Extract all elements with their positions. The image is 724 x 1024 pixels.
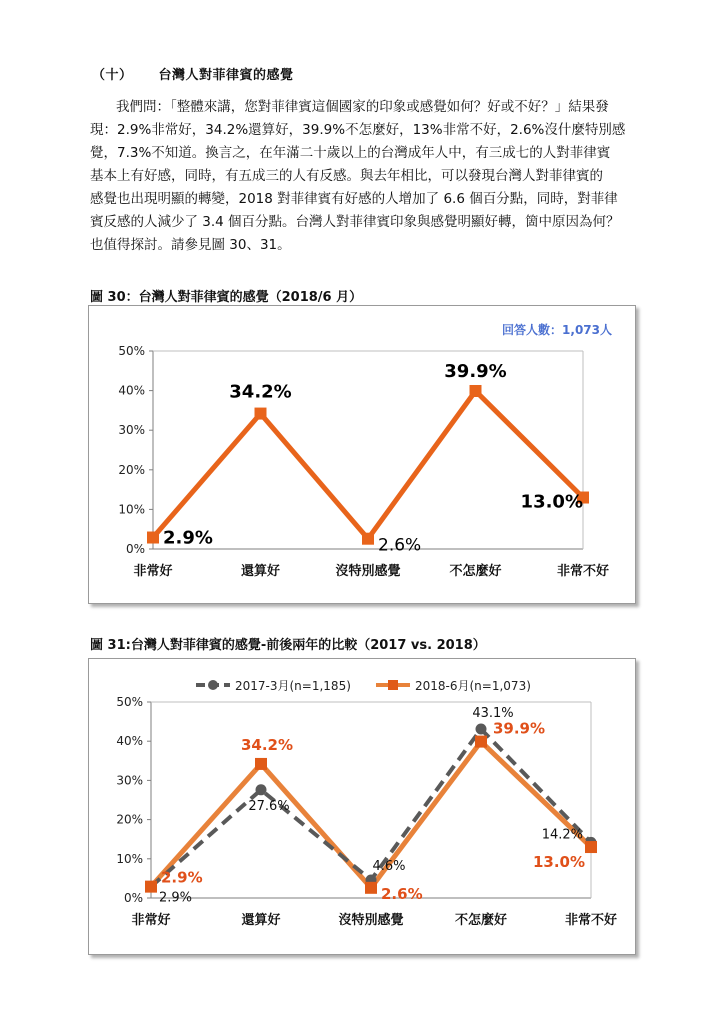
legend-label-2018: 2018-6月(n=1,073) xyxy=(415,679,531,693)
data-label: 34.2% xyxy=(229,381,292,403)
data-label-2017: 2.9% xyxy=(159,890,193,906)
series-line-2017 xyxy=(151,729,591,887)
y-tick-label: 50% xyxy=(118,344,145,358)
section-heading xyxy=(92,64,294,83)
y-tick-label: 50% xyxy=(116,695,143,709)
x-tick-label: 不怎麼好 xyxy=(449,564,502,579)
data-point-marker-2018 xyxy=(585,841,597,853)
x-tick-label: 沒特別感覺 xyxy=(338,913,404,928)
y-tick-label: 20% xyxy=(118,462,145,477)
paragraph-line: 現：2.9%非常好，34.2%還算好，39.9%不怎麼好，13%非常不好，2.6%沒什麼特別感 xyxy=(90,122,626,138)
data-label-2018: 2.9% xyxy=(161,868,203,887)
chart-31 xyxy=(89,659,635,954)
paragraph-line: 感覺也出現明顯的轉變，2018 對菲律賓有好感的人增加了 6.6 個百分點，同時，對菲律 xyxy=(90,191,618,207)
figure-30-title: 圖 30：台灣人對菲律賓的感覺（2018/6 月） xyxy=(90,290,363,305)
section-number: （十） xyxy=(92,68,133,83)
data-label-2017: 43.1% xyxy=(472,706,514,722)
data-point-marker xyxy=(470,385,482,397)
section-title: 台灣人對菲律賓的感覺 xyxy=(158,68,294,83)
y-tick-label: 30% xyxy=(118,423,145,438)
data-point-marker-2018 xyxy=(255,758,267,770)
series-line-2018 xyxy=(153,391,583,539)
paragraph-line: 基本上有好感，同時，有五成三的人有反感。與去年相比，可以發現台灣人對菲律賓的 xyxy=(90,168,603,184)
x-tick-label: 非常好 xyxy=(133,564,173,579)
data-point-marker xyxy=(255,408,267,420)
y-tick-label: 40% xyxy=(116,734,143,749)
data-label: 2.9% xyxy=(163,527,213,549)
data-label: 13.0% xyxy=(520,491,583,513)
y-tick-label: 10% xyxy=(118,502,145,517)
data-label-2018: 39.9% xyxy=(492,719,546,738)
data-label-2017: 4.6% xyxy=(372,858,406,874)
x-tick-label: 還算好 xyxy=(240,564,281,579)
data-label-2017: 27.6% xyxy=(248,798,290,814)
legend-marker-2018 xyxy=(388,680,398,690)
x-tick-label: 還算好 xyxy=(241,913,281,928)
paragraph-line: 賓反感的人減少了 3.4 個百分點。台灣人對菲律賓印象與感覺明顯好轉，箇中原因為何？ xyxy=(90,214,620,230)
data-label-2018: 13.0% xyxy=(532,853,585,872)
data-point-marker-2018 xyxy=(475,736,487,748)
x-tick-label: 非常不好 xyxy=(556,564,610,579)
paragraph-line: 覺，7.3%不知道。換言之，在年滿二十歲以上的台灣成年人中，有三成七的人對菲律賓 xyxy=(90,145,611,161)
legend-marker-2017 xyxy=(208,680,218,690)
respondent-count-annotation: 回答人數：1,073人 xyxy=(502,323,612,337)
y-tick-label: 40% xyxy=(118,383,145,398)
chart-30-frame xyxy=(88,305,636,604)
data-label-2018: 34.2% xyxy=(240,735,294,754)
data-label-2017: 14.2% xyxy=(541,827,583,843)
x-tick-label: 沒特別感覺 xyxy=(335,564,401,579)
data-point-marker-2018 xyxy=(365,882,377,894)
data-label-2018: 2.6% xyxy=(381,884,423,903)
data-point-marker xyxy=(362,533,374,545)
paragraph-line: 也值得探討。請參見圖 30、31。 xyxy=(90,237,291,253)
data-point-marker-2017 xyxy=(256,784,267,795)
x-tick-label: 不怎麼好 xyxy=(454,913,508,928)
y-tick-label: 30% xyxy=(116,773,143,788)
data-label: 39.9% xyxy=(444,360,507,382)
x-tick-label: 非常好 xyxy=(131,913,171,928)
x-tick-label: 非常不好 xyxy=(564,913,618,928)
y-tick-label: 0% xyxy=(123,891,143,905)
data-point-marker-2018 xyxy=(145,881,157,893)
chart-30 xyxy=(89,306,635,603)
data-point-marker-2017 xyxy=(476,724,487,735)
data-label: 2.6% xyxy=(378,535,422,556)
data-point-marker xyxy=(147,532,159,544)
legend-label-2017: 2017-3月(n=1,185) xyxy=(235,679,351,693)
paragraph-line: 我們問：「整體來講，您對菲律賓這個國家的印象或感覺如何？好或不好？」結果發 xyxy=(116,99,609,115)
figure-31-title: 圖 31:台灣人對菲律賓的感覺-前後兩年的比較（2017 vs. 2018） xyxy=(90,638,486,653)
y-tick-label: 0% xyxy=(125,542,145,556)
chart-31-frame xyxy=(88,658,636,955)
y-tick-label: 20% xyxy=(116,812,143,827)
series-line-2018 xyxy=(151,742,591,888)
body-paragraph xyxy=(90,96,650,257)
y-tick-label: 10% xyxy=(116,851,143,866)
